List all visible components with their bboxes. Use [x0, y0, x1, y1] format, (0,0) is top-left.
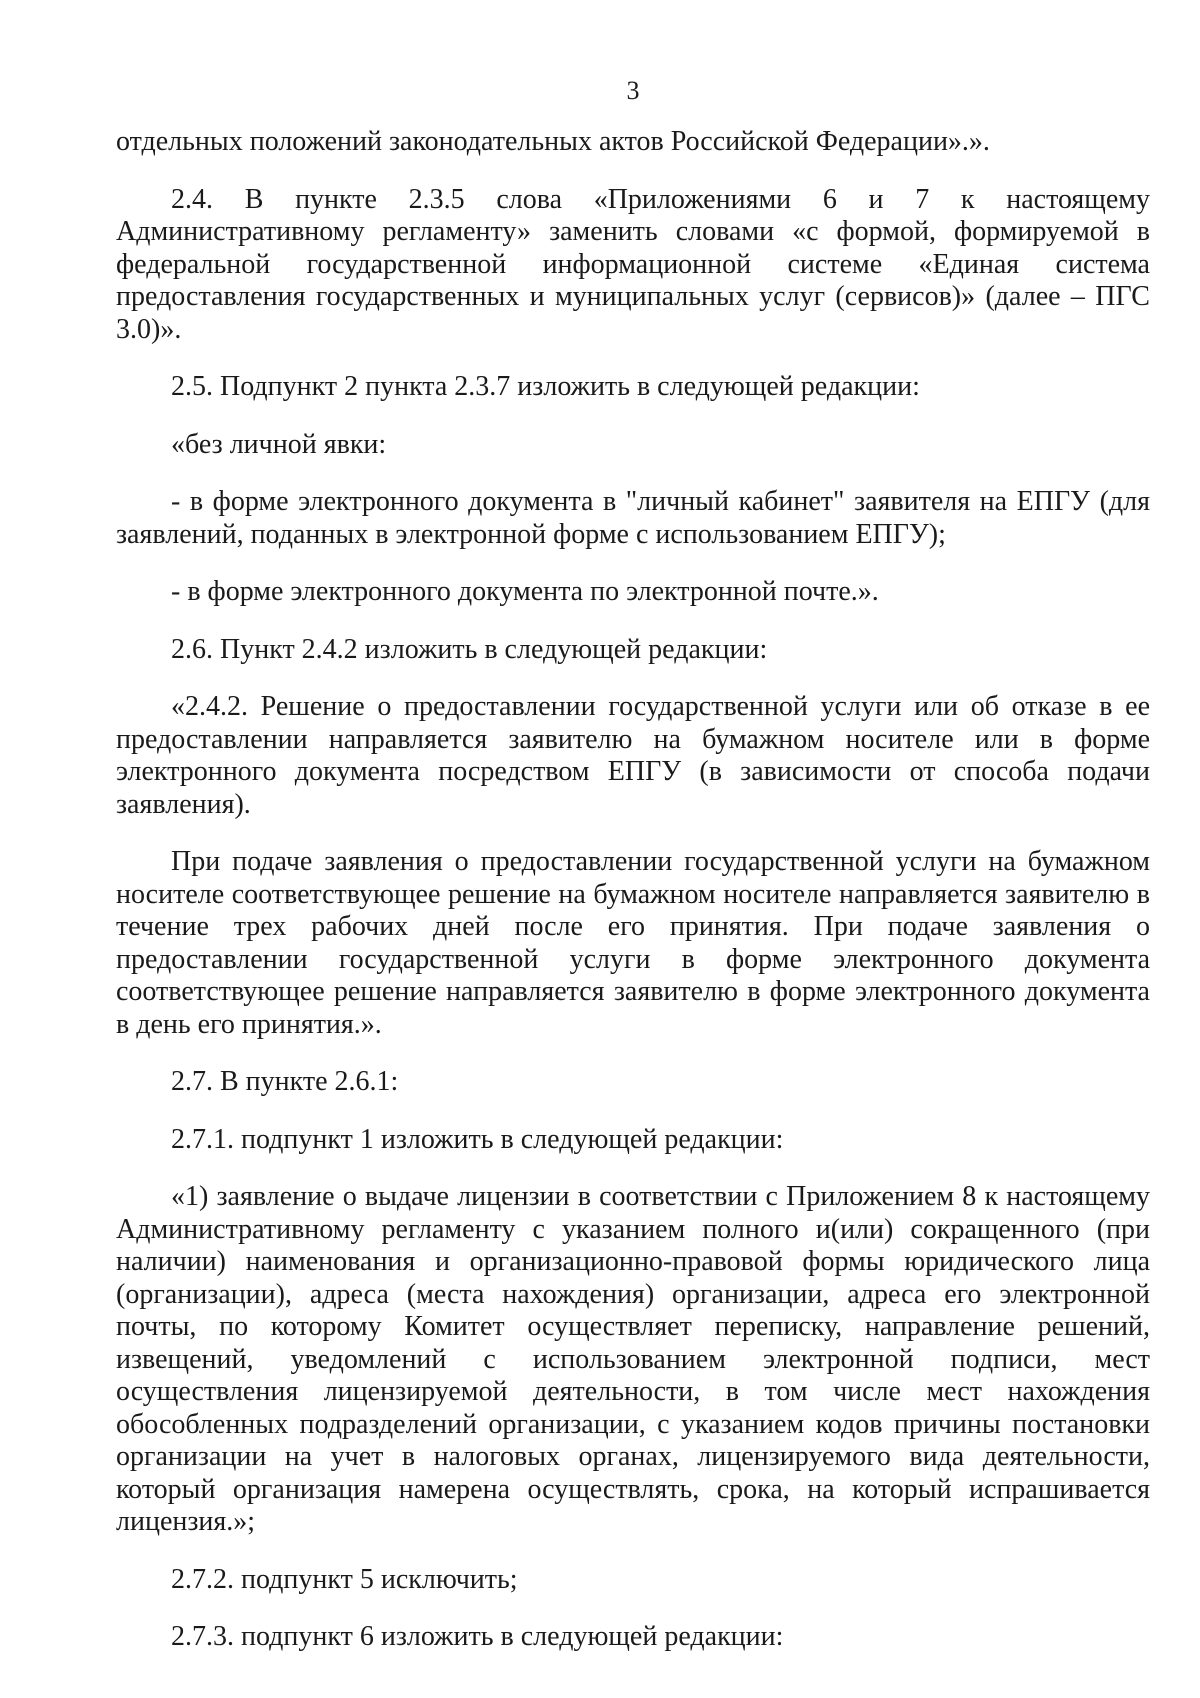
paragraph-2-7-2: 2.7.2. подпункт 5 исключить; [171, 1563, 518, 1595]
paragraph-bullet-epgu: - в форме электронного документа в "личный кабинет" заявителя на ЕПГУ (для заявлений, поданных в электронной форме с использованием ЕПГУ); [116, 486, 1150, 550]
paragraph-2-7-3: 2.7.3. подпункт 6 изложить в следующей редакции: [171, 1621, 784, 1652]
paragraph-2-6: 2.6. Пункт 2.4.2 изложить в следующей редакции: [171, 633, 768, 665]
paragraph-2-7: 2.7. В пункте 2.6.1: [171, 1066, 399, 1097]
paragraph-license-application: «1) заявление о выдаче лицензии в соответствии с Приложением 8 к настоящему Административному регламенту с указанием полного и(или) сокращенного (при наличии) наименования и организационно-правовой формы юридического лица (организации), адреса (места нахождения) организации, адреса его электронной почты, по которому Комитет осуществляет переписку, направление решений, извещений, уведомлений с использованием электронной подписи, мест осуществления лицензируемой деятельности, в том числе мест нахождения обособленных подразделений организации, с указанием кодов причины постановки организации на учет в налоговых органах, лицензируемого вида деятельности, который организация намерена осуществлять, срока, на который испрашивается лицензия.»; [116, 1181, 1150, 1537]
paragraph-continuation: отдельных положений законодательных актов Российской Федерации».». [116, 126, 990, 157]
paragraph-bullet-email: - в форме электронного документа по электронной почте.». [171, 576, 879, 607]
paragraph-2-4: 2.4. В пункте 2.3.5 слова «Приложениями 6 и 7 к настоящему Административному регламенту» заменить словами «с формой, формируемой в федеральной государственной информационной системе «Единая система предоставления государственных и муниципальных услуг (сервисов)» (далее – ПГС 3.0)». [116, 183, 1150, 345]
paragraph-2-4-2: «2.4.2. Решение о предоставлении государственной услуги или об отказе в ее предоставлении направляется заявителю на бумажном носителе или в форме электронного документа посредством ЕПГУ (в зависимости от способа подачи заявления). [116, 691, 1150, 820]
paragraph-no-personal-visit: «без личной явки: [171, 428, 387, 460]
page-number: 3 [626, 76, 640, 105]
paragraph-2-5: 2.5. Подпункт 2 пункта 2.3.7 изложить в следующей редакции: [171, 371, 920, 402]
paragraph-paper-submission: При подаче заявления о предоставлении государственной услуги на бумажном носителе соответствующее решение на бумажном носителе направляется заявителю в течение трех рабочих дней после его принятия. При подаче заявления о предоставлении государственной услуги в форме электронного документа соответствующее решение направляется заявителю в форме электронного документа в день его принятия.». [116, 846, 1150, 1040]
paragraph-2-7-1: 2.7.1. подпункт 1 изложить в следующей редакции: [171, 1123, 784, 1155]
